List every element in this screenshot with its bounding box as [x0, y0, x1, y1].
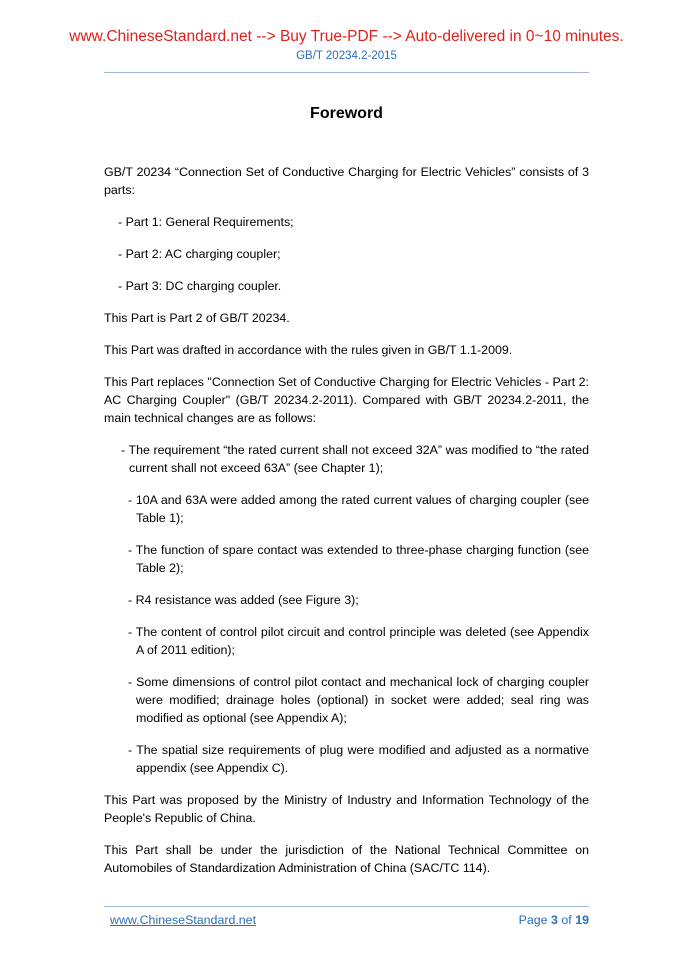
drafted-paragraph: This Part was drafted in accordance with the rules given in GB/T 1.1-2009.: [104, 343, 513, 357]
change-list-item: - 10A and 63A were added among the rated current values of charging coupler (see Table 1);: [128, 493, 589, 525]
this-part-paragraph: This Part is Part 2 of GB/T 20234.: [104, 311, 290, 325]
page-label: Page: [518, 913, 548, 927]
change-list-item: - The spatial size requirements of plug were modified and adjusted as a normative appendix (see Appendix C).: [128, 743, 589, 775]
purchase-banner[interactable]: www.ChineseStandard.net --> Buy True-PDF --> Auto-delivered in 0~10 minutes.: [69, 28, 624, 45]
footer-divider: [104, 906, 589, 907]
page-current: 3: [551, 913, 558, 927]
document-id-header: GB/T 20234.2-2015: [296, 50, 397, 62]
page-number: [519, 913, 589, 927]
intro-paragraph: GB/T 20234 “Connection Set of Conductive Charging for Electric Vehicles” consists of 3 parts:: [104, 165, 589, 197]
replaces-paragraph: This Part replaces "Connection Set of Conductive Charging for Electric Vehicles - Part 2: AC Charging Coupler" (GB/T 20234.2-2011). Compared with GB/T 20234.2-2011, the main technical changes are as follows:: [104, 375, 589, 425]
change-list-item: - The function of spare contact was extended to three-phase charging function (see Table 2);: [128, 543, 589, 575]
change-list-item: - The requirement “the rated current shall not exceed 32A” was modified to “the rated current shall not exceed 63A” (see Chapter 1);: [121, 443, 589, 475]
change-list-item: - The content of control pilot circuit and control principle was deleted (see Appendix A of 2011 edition);: [128, 625, 589, 657]
part-list-item: - Part 3: DC charging coupler.: [118, 279, 282, 293]
page-total: 19: [575, 913, 589, 927]
change-list-item: - R4 resistance was added (see Figure 3);: [128, 593, 359, 607]
proposed-paragraph: This Part was proposed by the Ministry of Industry and Information Technology of the People's Republic of China.: [104, 793, 589, 825]
page-of-label: of: [561, 913, 572, 927]
page-title: Foreword: [310, 105, 383, 122]
header-divider: [104, 72, 589, 73]
foreword-body: [104, 163, 589, 891]
footer-website-link[interactable]: www.ChineseStandard.net: [110, 913, 257, 927]
part-list-item: - Part 2: AC charging coupler;: [118, 247, 281, 261]
jurisdiction-paragraph: This Part shall be under the jurisdiction of the National Technical Committee on Automobiles of Standardization Administration of China (SAC/TC 114).: [104, 843, 589, 875]
part-list-item: - Part 1: General Requirements;: [118, 215, 294, 229]
change-list-item: - Some dimensions of control pilot contact and mechanical lock of charging coupler were modified; drainage holes (optional) in socket were added; seal ring was modified as optional (see Appendix A);: [128, 675, 589, 725]
